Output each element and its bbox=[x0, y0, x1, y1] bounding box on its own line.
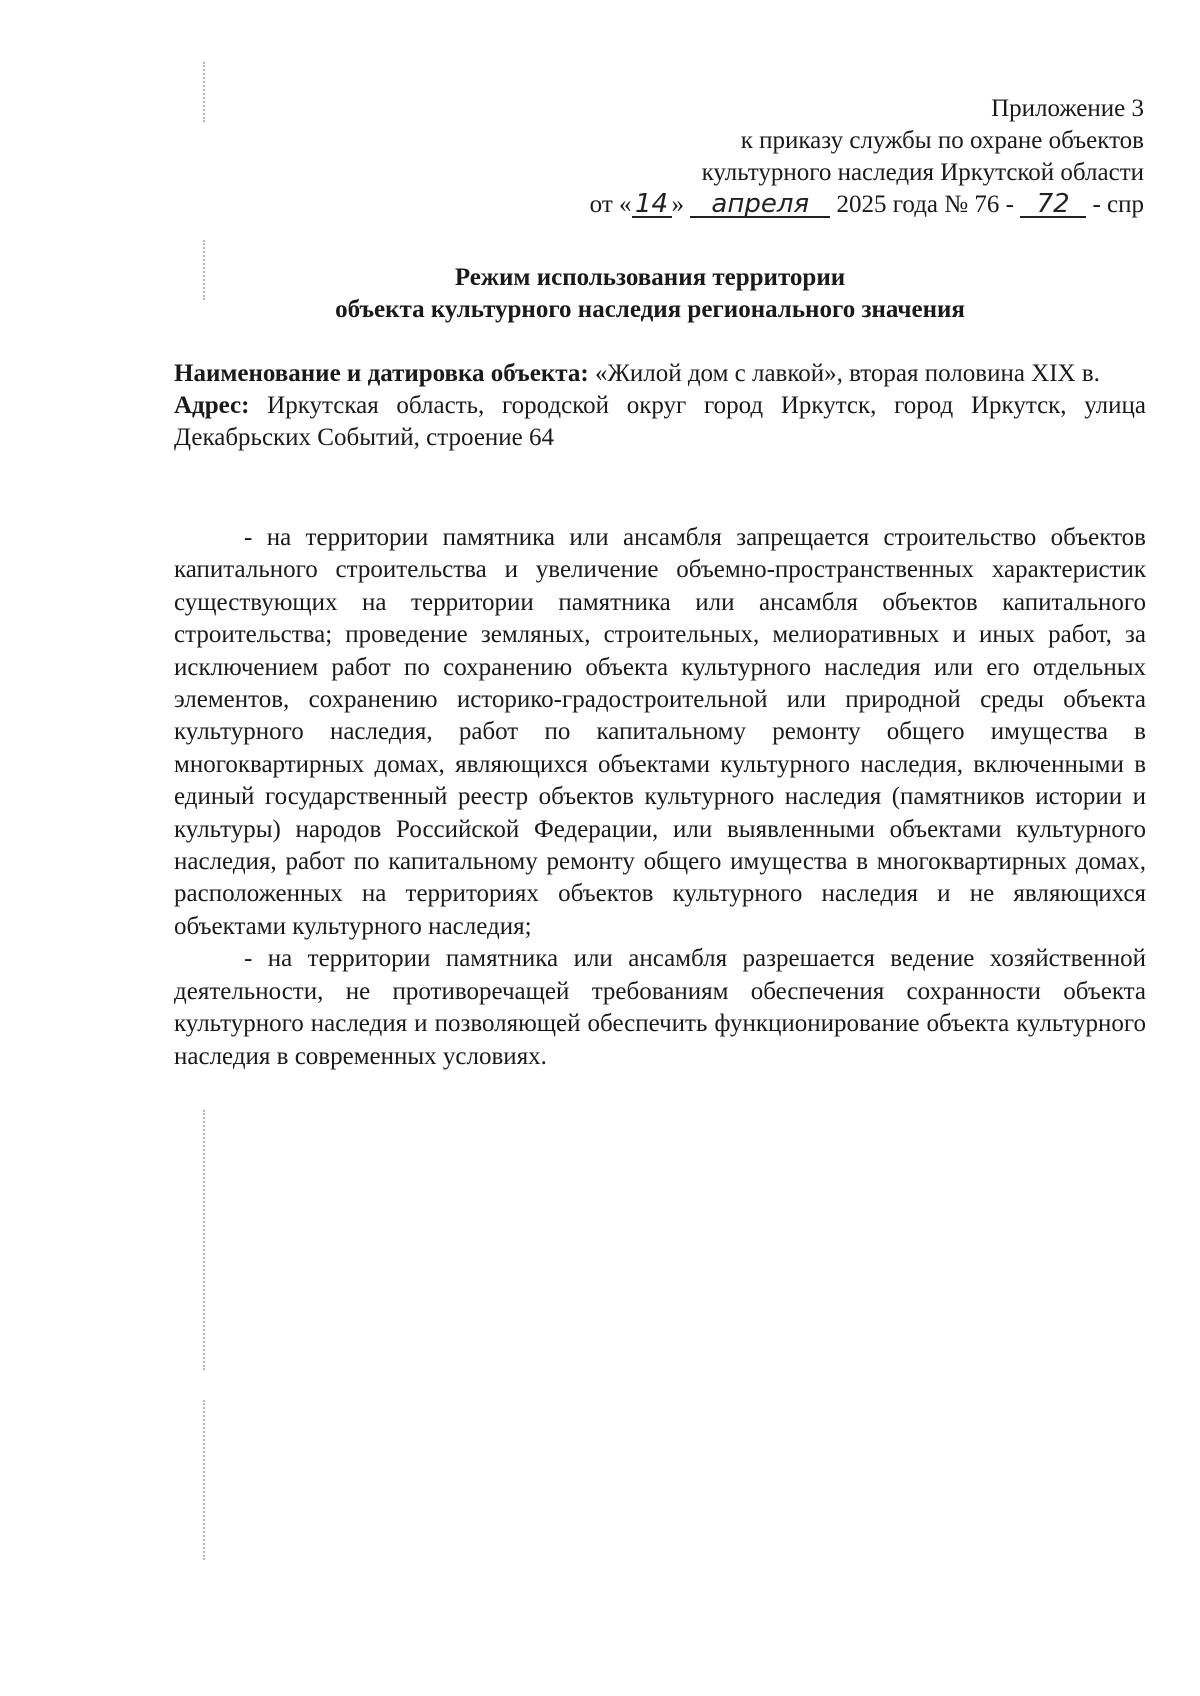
date-prefix: от « bbox=[589, 191, 632, 218]
rule-paragraph-prohibited: - на территории памятника или ансамбля запрещается строительство объектов капитального строительства и увеличение объемно-пространственных характеристик существующих на территории памятника или ансамбля объектов капитального строительства; проведение земляных, строительных, мелиоративных и иных работ, за исключением работ по сохранению объекта культурного наследия или его отдельных элементов, сохранению историко-градостроительной или природной среды объекта культурного наследия, работ по капитальному ремонту общего имущества в многоквартирных домах, являющихся объектами культурного наследия, включенными в единый государственный реестр объектов культурного наследия (памятников истории и культуры) народов Российской Федерации, или выявленными объектами культурного наследия, работ по капитальному ремонту общего имущества в многоквартирных домах, расположенных на территориях объектов культурного наследия и не являющихся объектами культурного наследия; bbox=[174, 524, 1146, 940]
object-info bbox=[174, 358, 1146, 454]
object-name-paragraph bbox=[174, 358, 1146, 390]
scan-artifact bbox=[203, 1400, 207, 1560]
appendix-number: Приложение 3 bbox=[991, 95, 1144, 122]
date-year-text: 2025 года № 76 - bbox=[836, 191, 1014, 218]
object-address-paragraph bbox=[174, 390, 1146, 454]
handwritten-order-number: 72 bbox=[1020, 192, 1086, 218]
document-title bbox=[150, 262, 1150, 326]
appendix-agency: культурного наследия Иркутской области bbox=[701, 159, 1144, 186]
title-line-2: объекта культурного наследия регионального значения bbox=[335, 296, 965, 323]
handwritten-month: апреля bbox=[690, 192, 830, 218]
order-date-line bbox=[590, 189, 1144, 221]
object-address-label: Адрес: bbox=[174, 392, 250, 419]
rule-paragraph-permitted: - на территории памятника или ансамбля разрешается ведение хозяйственной деятельности, не противоречащей требованиям обеспечения сохранности объекта культурного наследия и позволяющей обеспечить функционирование объекта культурного наследия в современных условиях. bbox=[174, 945, 1146, 1070]
object-name-label: Наименование и датировка объекта: bbox=[174, 360, 589, 387]
object-name-value: «Жилой дом с лавкой», вторая половина XIX в. bbox=[594, 360, 1100, 387]
appendix-header bbox=[590, 93, 1144, 221]
usage-regime-text bbox=[174, 522, 1146, 1073]
appendix-order-ref: к приказу службы по охране объектов bbox=[740, 127, 1144, 154]
order-suffix: - спр bbox=[1092, 191, 1144, 218]
date-close-quote: » bbox=[671, 191, 685, 218]
scan-artifact bbox=[203, 1110, 207, 1370]
handwritten-day: 14 bbox=[632, 192, 672, 218]
scan-artifact bbox=[203, 62, 207, 122]
object-address-value: Иркутская область, городской округ город Иркутск, город Иркутск, улица Декабрьских Событий, строение 64 bbox=[174, 392, 1147, 451]
title-line-1: Режим использования территории bbox=[454, 264, 846, 291]
